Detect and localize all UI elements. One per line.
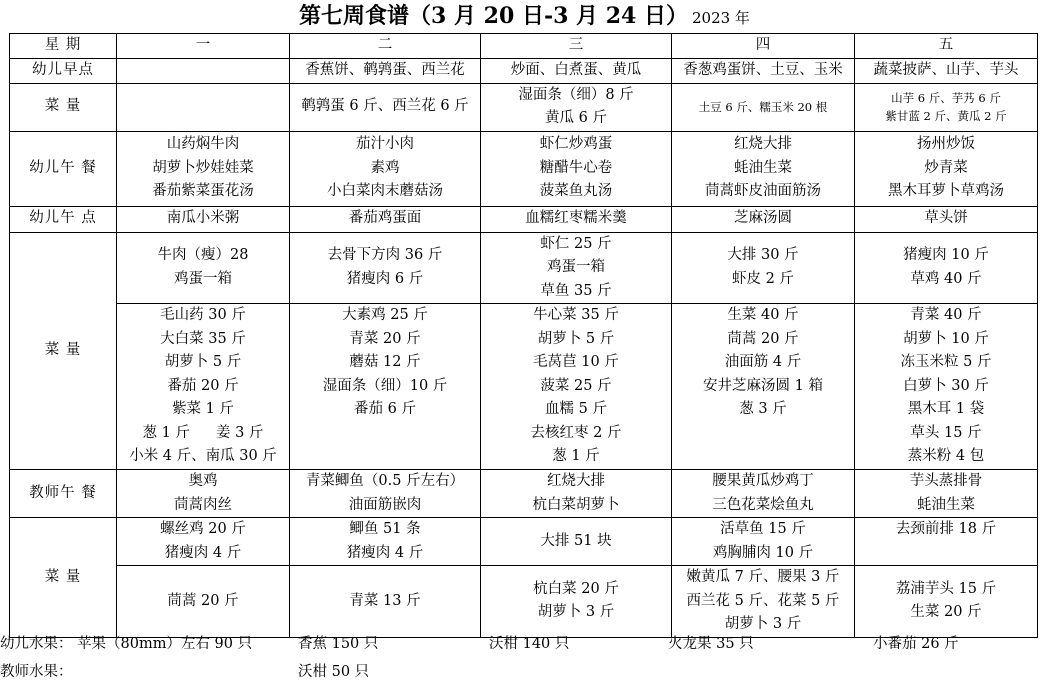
dish: 小白菜肉末蘑菇汤 <box>327 183 443 200</box>
qty-line: 葱 3 斤 <box>739 401 787 417</box>
breakfast-qty-label: 菜 量 <box>10 83 117 131</box>
qty-line: 牛心菜 35 斤 <box>533 307 619 324</box>
qty-line: 血糯 5 斤 <box>545 401 607 418</box>
teacher-qty-b-tue <box>290 566 481 638</box>
qty-line: 葱 1 斤 <box>552 448 600 465</box>
qty-line: 杭白菜 20 斤 <box>533 580 619 597</box>
snack-row <box>10 206 1038 232</box>
teacher-fruit-label: 教师水果： <box>0 664 73 680</box>
dish: 黑木耳萝卜草鸡汤 <box>888 183 1004 200</box>
lunch-qty-a-mon <box>117 232 290 304</box>
qty-line: 毛莴苣 10 斤 <box>533 354 619 371</box>
qty-line: 冻玉米粒 5 斤 <box>900 354 992 371</box>
breakfast-qty-row <box>10 83 1038 131</box>
dish: 蚝油生菜 <box>917 496 975 513</box>
qty-line: 茼蒿 20 斤 <box>167 592 239 609</box>
kids-fruit-row <box>0 632 1049 660</box>
dish: 奥鸡 <box>188 473 218 489</box>
lunch-fri <box>855 131 1038 206</box>
breakfast-row <box>10 58 1038 83</box>
teacher-qty-a-wed <box>481 518 672 566</box>
qty-line: 草鸡 40 斤 <box>910 270 982 287</box>
qty-line: 大排 30 斤 <box>727 247 799 264</box>
breakfast-qty-tue <box>290 83 481 131</box>
lunch-qty-a-thu <box>672 232 855 304</box>
qty-line: 蒸米粉 4 包 <box>907 448 985 465</box>
breakfast-wed: 炒面、白煮蛋、黄瓜 <box>481 58 672 83</box>
qty-line: 黑木耳 1 袋 <box>907 401 985 418</box>
qty-line: 安井芝麻汤圆 1 箱 <box>703 377 823 394</box>
snack-wed: 血糯红枣糯米羹 <box>481 206 672 232</box>
teacher-fruit-row <box>0 660 1049 688</box>
qty-line: 葱 1 斤 <box>142 424 190 441</box>
breakfast-tue: 香蕉饼、鹌鹑蛋、西兰花 <box>290 58 481 83</box>
teacher-qty-a-tue <box>290 518 481 566</box>
dish: 番茄紫菜蛋花汤 <box>152 183 254 200</box>
teacher-qty-a-thu <box>672 518 855 566</box>
teacher-tue <box>290 470 481 518</box>
dish: 茼蒿肉丝 <box>174 496 232 513</box>
teacher-qty-row-b <box>10 566 1038 638</box>
weekday-fri: 五 <box>855 34 1038 59</box>
weekday-mon: 一 <box>117 34 290 59</box>
dish: 糖醋牛心卷 <box>539 159 613 176</box>
weekday-wed: 三 <box>481 34 672 59</box>
qty-line: 湿面条（细）10 斤 <box>322 377 448 394</box>
dish: 菠菜鱼丸汤 <box>539 183 613 200</box>
teacher-fruit-tue: 沃柑 50 只 <box>298 664 370 680</box>
qty-line: 去核红枣 2 斤 <box>530 424 622 441</box>
weekly-menu-table <box>9 33 1038 638</box>
qty-line: 姜 3 斤 <box>216 424 264 441</box>
qty-line: 毛山药 30 斤 <box>160 307 246 324</box>
breakfast-qty-wed <box>481 83 672 131</box>
qty-line: 大素鸡 25 斤 <box>342 307 428 323</box>
dish: 茼蒿虾皮油面筋汤 <box>705 183 821 200</box>
title-text: 第七周食谱（3 月 20 日-3 月 24 日） <box>299 3 688 29</box>
qty-line: 胡萝卜 3 斤 <box>537 604 615 621</box>
snack-thu: 芝麻汤圆 <box>672 206 855 232</box>
menu-title <box>0 0 1049 32</box>
fruit-section <box>0 632 1049 688</box>
lunch-thu <box>672 131 855 206</box>
qty-line: 螺丝鸡 20 斤 <box>160 521 246 537</box>
qty-line: 番茄 20 斤 <box>167 377 239 394</box>
qty-line: 蘑菇 12 斤 <box>349 354 421 370</box>
weekday-header-label: 星 期 <box>10 34 117 59</box>
teacher-qty-label: 菜 量 <box>10 518 117 638</box>
qty-line: 虾皮 2 斤 <box>732 270 794 287</box>
breakfast-label: 幼儿早点 <box>10 58 117 83</box>
qty-line: 紫菜 1 斤 <box>172 401 234 418</box>
qty-line: 胡萝卜 5 斤 <box>164 354 242 371</box>
breakfast-mon <box>117 58 290 83</box>
qty-line: 生菜 20 斤 <box>910 604 982 621</box>
teacher-qty-b-mon <box>117 566 290 638</box>
qty-line: 菠菜 25 斤 <box>540 377 612 394</box>
qty-line: 草头 15 斤 <box>910 424 982 441</box>
qty-line: 猪瘦肉 4 斤 <box>164 544 242 561</box>
teacher-mon <box>117 470 290 518</box>
title-year: 2023 年 <box>691 9 750 27</box>
qty-line: 胡萝卜 3 斤 <box>724 616 802 632</box>
lunch-qty-b-thu <box>672 304 855 470</box>
dish: 三色花菜烩鱼丸 <box>712 496 814 513</box>
dish: 虾仁炒鸡蛋 <box>539 136 613 153</box>
lunch-qty-row-a <box>10 232 1038 304</box>
dish: 素鸡 <box>370 159 400 176</box>
qty-line: 青菜 20 斤 <box>349 330 421 347</box>
qty-line: 白萝卜 30 斤 <box>903 377 989 394</box>
qty-line: 黄瓜 6 斤 <box>545 110 607 126</box>
qty-line: 土豆 6 斤、糯玉米 20 根 <box>698 100 828 114</box>
qty-line: 生菜 40 斤 <box>727 307 799 323</box>
weekday-tue: 二 <box>290 34 481 59</box>
lunch-qty-a-tue <box>290 232 481 304</box>
qty-line: 虾仁 25 斤 <box>540 235 612 252</box>
qty-line: 番茄 6 斤 <box>354 401 416 417</box>
snack-mon: 南瓜小米粥 <box>117 206 290 232</box>
qty-line: 活草鱼 15 斤 <box>720 521 806 537</box>
dish: 茄汁小肉 <box>356 136 414 153</box>
lunch-qty-b-tue <box>290 304 481 470</box>
qty-line: 茼蒿 20 斤 <box>727 330 799 347</box>
teacher-lunch-label: 教师午 餐 <box>10 470 117 518</box>
qty-line: 青菜 40 斤 <box>910 307 982 324</box>
qty-line: 紫甘蓝 2 斤、黄瓜 2 斤 <box>885 109 1007 123</box>
teacher-qty-b-wed <box>481 566 672 638</box>
dish: 扬州炒饭 <box>917 136 975 153</box>
qty-line: 猪瘦肉 6 斤 <box>346 270 424 287</box>
qty-line: 鸡胸脯肉 10 斤 <box>712 544 814 561</box>
kids-fruit-label: 幼儿水果： <box>0 636 73 652</box>
snack-fri: 草头饼 <box>855 206 1038 232</box>
kids-fruit-wed: 沃柑 140 只 <box>489 636 570 652</box>
dish: 红烧大排 <box>734 136 792 153</box>
qty-line: 大白菜 35 斤 <box>160 330 246 347</box>
dish: 腰果黄瓜炒鸡丁 <box>712 473 814 489</box>
teacher-lunch-row <box>10 470 1038 518</box>
qty-line: 鸡蛋一箱 <box>547 259 605 275</box>
snack-label: 幼儿午 点 <box>10 206 117 232</box>
breakfast-qty-fri <box>855 83 1038 131</box>
teacher-qty-a-mon <box>117 518 290 566</box>
lunch-qty-row-b <box>10 304 1038 470</box>
qty-line: 草鱼 35 斤 <box>540 282 612 299</box>
qty-line: 去骨下方肉 36 斤 <box>327 247 443 264</box>
teacher-qty-b-thu <box>672 566 855 638</box>
lunch-mon <box>117 131 290 206</box>
qty-line: 青菜 13 斤 <box>349 592 421 609</box>
qty-pair <box>119 422 287 446</box>
dish: 芋头蒸排骨 <box>909 473 983 489</box>
dish: 红烧大排 <box>547 473 605 489</box>
qty-line: 牛肉（瘦）28 <box>157 247 249 264</box>
lunch-qty-a-wed <box>481 232 672 304</box>
qty-line: 西兰花 5 斤、花菜 5 斤 <box>686 592 840 609</box>
qty-line: 小米 4 斤、南瓜 30 斤 <box>129 448 277 465</box>
teacher-thu <box>672 470 855 518</box>
lunch-qty-b-wed <box>481 304 672 470</box>
kids-fruit-mon: 苹果（80mm）左右 90 只 <box>77 636 253 652</box>
dish: 青菜鲫鱼（0.5 斤左右） <box>305 473 465 489</box>
kids-fruit-thu: 火龙果 35 只 <box>668 636 754 652</box>
lunch-row <box>10 131 1038 206</box>
dish: 胡萝卜炒娃娃菜 <box>152 159 254 176</box>
teacher-qty-a-fri <box>855 518 1038 566</box>
qty-line: 猪瘦肉 10 斤 <box>903 247 989 264</box>
teacher-qty-b-fri <box>855 566 1038 638</box>
qty-line: 鹌鹑蛋 6 斤、西兰花 6 斤 <box>301 98 469 115</box>
qty-line: 胡萝卜 10 斤 <box>903 330 989 347</box>
teacher-qty-row-a <box>10 518 1038 566</box>
qty-line: 胡萝卜 5 斤 <box>537 330 615 347</box>
lunch-qty-b-fri <box>855 304 1038 470</box>
dish: 蚝油生菜 <box>734 159 792 176</box>
lunch-wed <box>481 131 672 206</box>
header-row <box>10 34 1038 59</box>
lunch-qty-b-mon <box>117 304 290 470</box>
qty-line: 山芋 6 斤、芋艿 6 斤 <box>891 91 1001 105</box>
qty-line: 嫩黄瓜 7 斤、腰果 3 斤 <box>686 569 840 585</box>
breakfast-qty-thu <box>672 83 855 131</box>
lunch-tue <box>290 131 481 206</box>
lunch-label: 幼儿午 餐 <box>10 131 117 206</box>
breakfast-qty-mon <box>117 83 290 131</box>
breakfast-thu: 香葱鸡蛋饼、土豆、玉米 <box>672 58 855 83</box>
dish: 山药焖牛肉 <box>166 136 240 153</box>
qty-line: 大排 51 块 <box>540 532 612 549</box>
dish: 炒青菜 <box>924 159 968 176</box>
qty-line: 猪瘦肉 4 斤 <box>346 544 424 561</box>
breakfast-fri: 蔬菜披萨、山芋、芋头 <box>855 58 1038 83</box>
qty-line: 荔浦芋头 15 斤 <box>895 580 997 597</box>
kids-fruit-fri: 小番茄 26 斤 <box>873 636 959 652</box>
dish: 杭白菜胡萝卜 <box>532 496 620 513</box>
lunch-qty-a-fri <box>855 232 1038 304</box>
kids-fruit-tue: 香蕉 150 只 <box>298 636 379 652</box>
weekday-thu: 四 <box>672 34 855 59</box>
teacher-wed <box>481 470 672 518</box>
snack-tue: 番茄鸡蛋面 <box>290 206 481 232</box>
teacher-fri <box>855 470 1038 518</box>
lunch-qty-label: 菜 量 <box>10 232 117 470</box>
qty-line: 湿面条（细）8 斤 <box>518 86 634 103</box>
qty-line: 鸡蛋一箱 <box>174 270 232 287</box>
dish: 油面筋嵌肉 <box>348 496 422 513</box>
qty-line: 油面筋 4 斤 <box>724 354 802 370</box>
qty-line: 鲫鱼 51 条 <box>349 521 421 537</box>
qty-line: 去颈前排 18 斤 <box>895 521 997 537</box>
